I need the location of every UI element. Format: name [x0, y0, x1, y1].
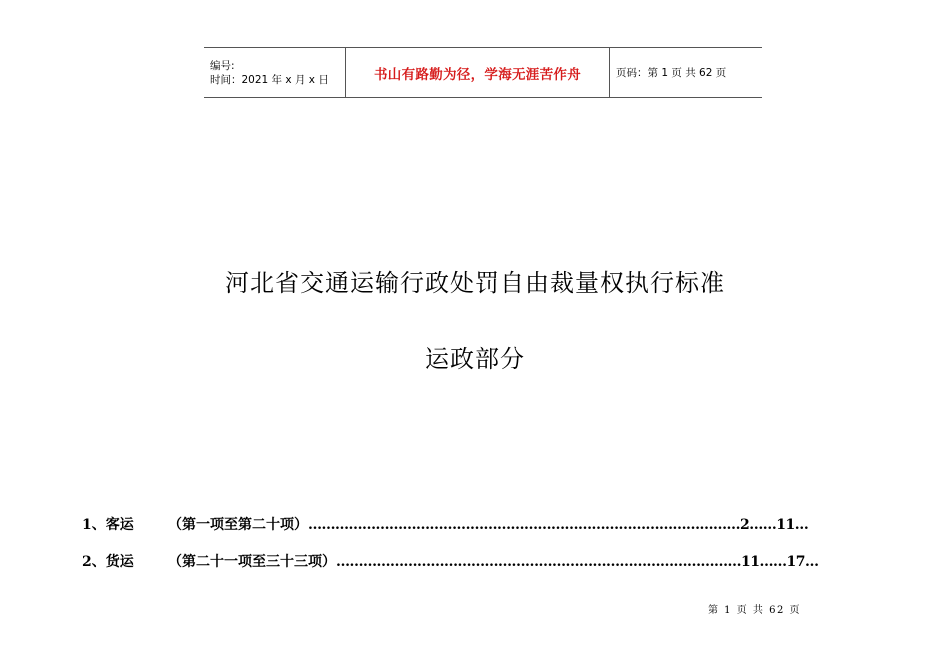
toc-number: 1、客运 — [82, 517, 134, 533]
header-motto-cell — [346, 48, 610, 97]
page-footer: 第 1 页 共 62 页 — [708, 605, 801, 616]
toc-number: 2、货运 — [82, 554, 134, 570]
toc-leader: ………………………………………………………………………………11……17… — [336, 554, 819, 570]
document-subtitle: 运政部分 — [425, 345, 525, 373]
toc-entry[interactable] — [82, 514, 808, 534]
page-info: 页码：第 1 页 共 62 页 — [616, 67, 727, 79]
motto: 书山有路勤为径，学海无涯苦作舟 — [374, 66, 581, 83]
header-meta — [204, 48, 346, 97]
toc-leader: ……………………………………………………………………………………2……11… — [308, 517, 809, 533]
document-title: 河北省交通运输行政处罚自由裁量权执行标准 — [225, 269, 725, 297]
toc-entry[interactable] — [82, 551, 818, 571]
toc-label: （第二十一项至三十三项） — [168, 554, 336, 570]
header-page-info — [610, 48, 762, 97]
toc-label: （第一项至第二十项） — [168, 517, 308, 533]
time-label: 时间：2021 年 x 月 x 日 — [210, 73, 329, 86]
number-label: 编号: — [210, 59, 235, 72]
header-table — [204, 47, 762, 98]
